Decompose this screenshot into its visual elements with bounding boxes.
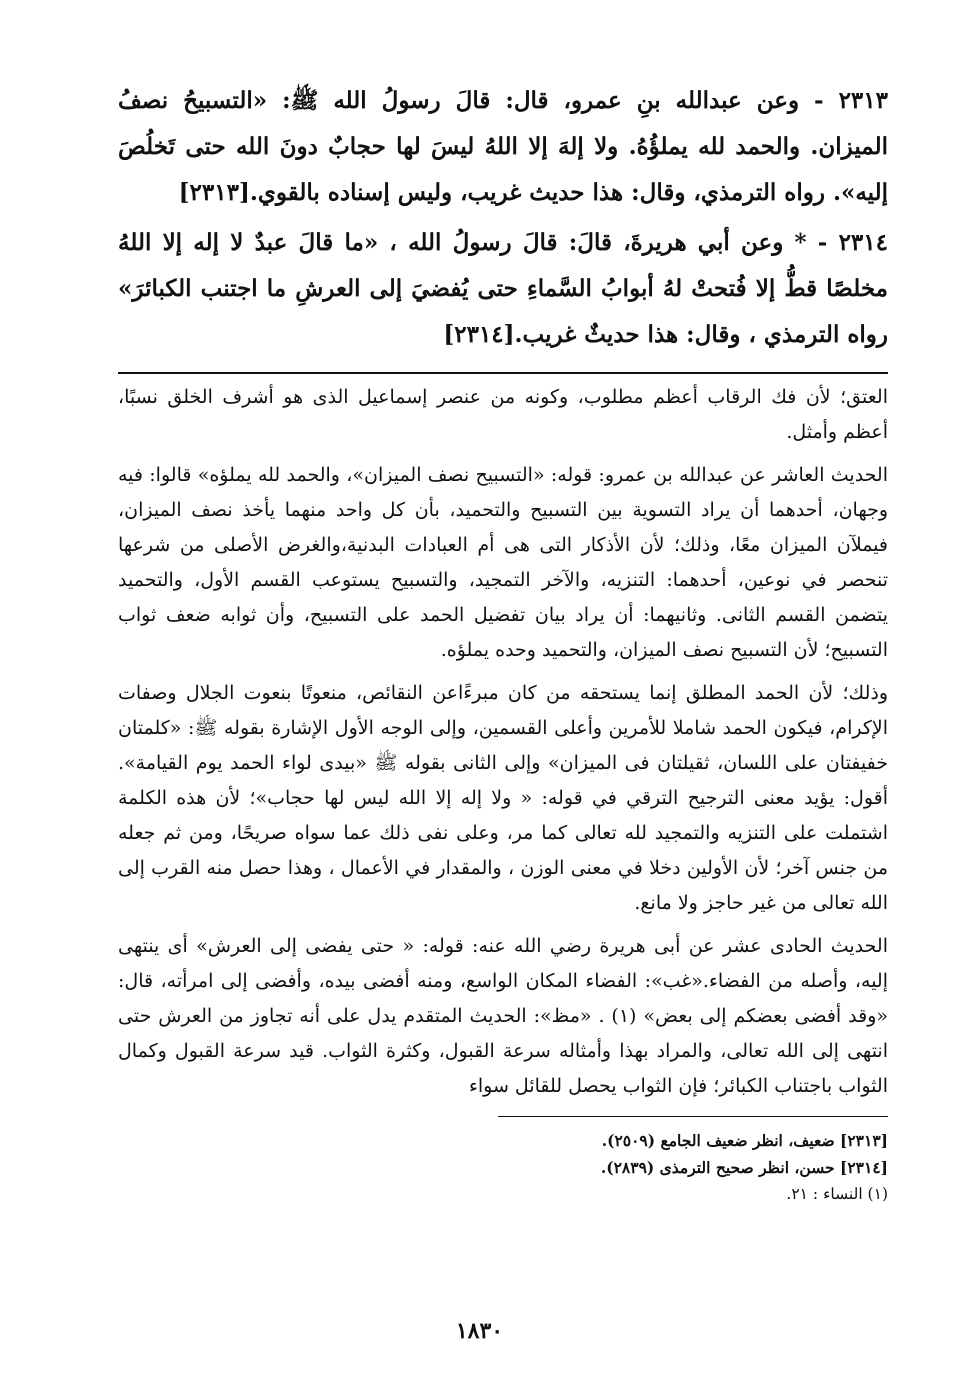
page-number: ١٨٣٠ bbox=[455, 1318, 504, 1344]
footnote-divider bbox=[498, 1116, 888, 1117]
section-divider bbox=[118, 372, 888, 374]
footnotes-section bbox=[118, 1127, 888, 1208]
commentary-paragraph-1: العتق؛ لأن فك الرقاب أعظم مطلوب، وكونه من عنصر إسماعيل الذى هو أشرف الخلق نسبًا، أعظم وأمثل. bbox=[118, 386, 888, 443]
hadith-2314: ٢٣١٤ - * وعن أبي هريرةَ، قالَ: قالَ رسولُ الله ، «ما قالَ عبدٌ لا إله إلا اللهُ مخلصًا قطُّ إلا فُتحتْ لهُ أبوابُ السَّماءِ حتى يُفضيَ إلى العرشِ ما اجتنب الكبائرَ» رواه الترمذي ، وقال: هذا حديثٌ غريب.[٢٣١٤] bbox=[118, 229, 888, 348]
commentary-paragraph-3: وذلك؛ لأن الحمد المطلق إنما يستحقه من كان مبرءًاعن النقائص، منعوتًا بنعوت الجلال وصفات الإكرام، فيكون الحمد شاملا للأمرين وأعلى القسمين، وإلى الوجه الأول الإشارة بقوله ﷺ: «كلمتان خفيفتان على اللسان، ثقيلتان فى الميزان» وإلى الثانى بقوله ﷺ «بيدى لواء الحمد يوم القيامة». أقول: يؤيد معنى الترجيح الترقي في قوله: « ولا إله إلا الله ليس لها حجاب»؛ لأن هذه الكلمة اشتملت على التنزيه والتمجيد لله تعالى كما مر، وعلى نفى ذلك عما سواه صريحًا، ومن ثم جعله من جنس آخر؛ لأن الأولين دخلا في معنى الوزن ، والمقدار في الأعمال ، وهذا حصل منه القرب إلى الله تعالى من غير حاجز ولا مانع. bbox=[118, 682, 888, 914]
hadith-2313: ٢٣١٣ - وعن عبدالله بنِ عمرو، قال: قالَ رسولُ الله ﷺ: «التسبيحُ نصفُ الميزان. والحمد لله يملؤُهُ. ولا إلهَ إلا اللهُ ليسَ لها حجابٌ دونَ الله حتى تَخلُصَ إليه». رواه الترمذي، وقال: هذا حديث غريب، وليس إسناده بالقوي.[٢٣١٣] bbox=[118, 87, 888, 206]
footnote-2313: [٢٣١٣] ضعيف، انظر ضعيف الجامع (٢٥٠٩). bbox=[601, 1131, 888, 1150]
commentary-paragraph-4: الحديث الحادى عشر عن أبى هريرة رضي الله عنه: قوله: « حتى يفضى إلى العرش» أى ينتهى إليه، وأصله من الفضاء.«غب»: الفضاء المكان الواسع، ومنه أفضى بيده، وأفضى إلى امرأته، قال: «وقد أفضى بعضكم إلى بعض» (١) . «مظ»: الحديث المتقدم يدل على أنه تجاوز من العرش حتى انتهى إلى الله تعالى، والمراد بهذا وأمثاله سرعة القبول، وكثرة الثواب. قيد سرعة القبول وكمال الثواب باجتناب الكبائر؛ فإن الثواب يحصل للقائل سواء bbox=[118, 935, 888, 1097]
book-page bbox=[118, 78, 888, 1208]
commentary-section bbox=[118, 380, 888, 1104]
footnote-1: (١) النساء : ٢١. bbox=[786, 1185, 888, 1203]
hadith-section bbox=[118, 78, 888, 358]
footnote-2314: [٢٣١٤] حسن، انظر صحيح الترمذى (٢٨٣٩). bbox=[600, 1158, 888, 1177]
commentary-paragraph-2: الحديث العاشر عن عبدالله بن عمرو: قوله: «التسبيح نصف الميزان»، والحمد لله يملؤه» قالوا: فيه وجهان، أحدهما أن يراد التسوية بين التسبيح والتحميد، بأن كل واحد منهما يأخذ نصف الميزان، فيملآن الميزان معًا، وذلك؛ لأن الأذكار التى هى أم العبادات البدنية،والغرض الأصلى من شرعها تنحصر في نوعين، أحدهما: التنزيه، والآخر التمجيد، والتسبيح يستوعب القسم الأول، والتحميد يتضمن القسم الثانى. وثانيهما: أن يراد بيان تفضيل الحمد على التسبيح، وأن ثوابه ضعف ثواب التسبيح؛ لأن التسبيح نصف الميزان، والتحميد وحده يملؤه. bbox=[118, 464, 888, 661]
